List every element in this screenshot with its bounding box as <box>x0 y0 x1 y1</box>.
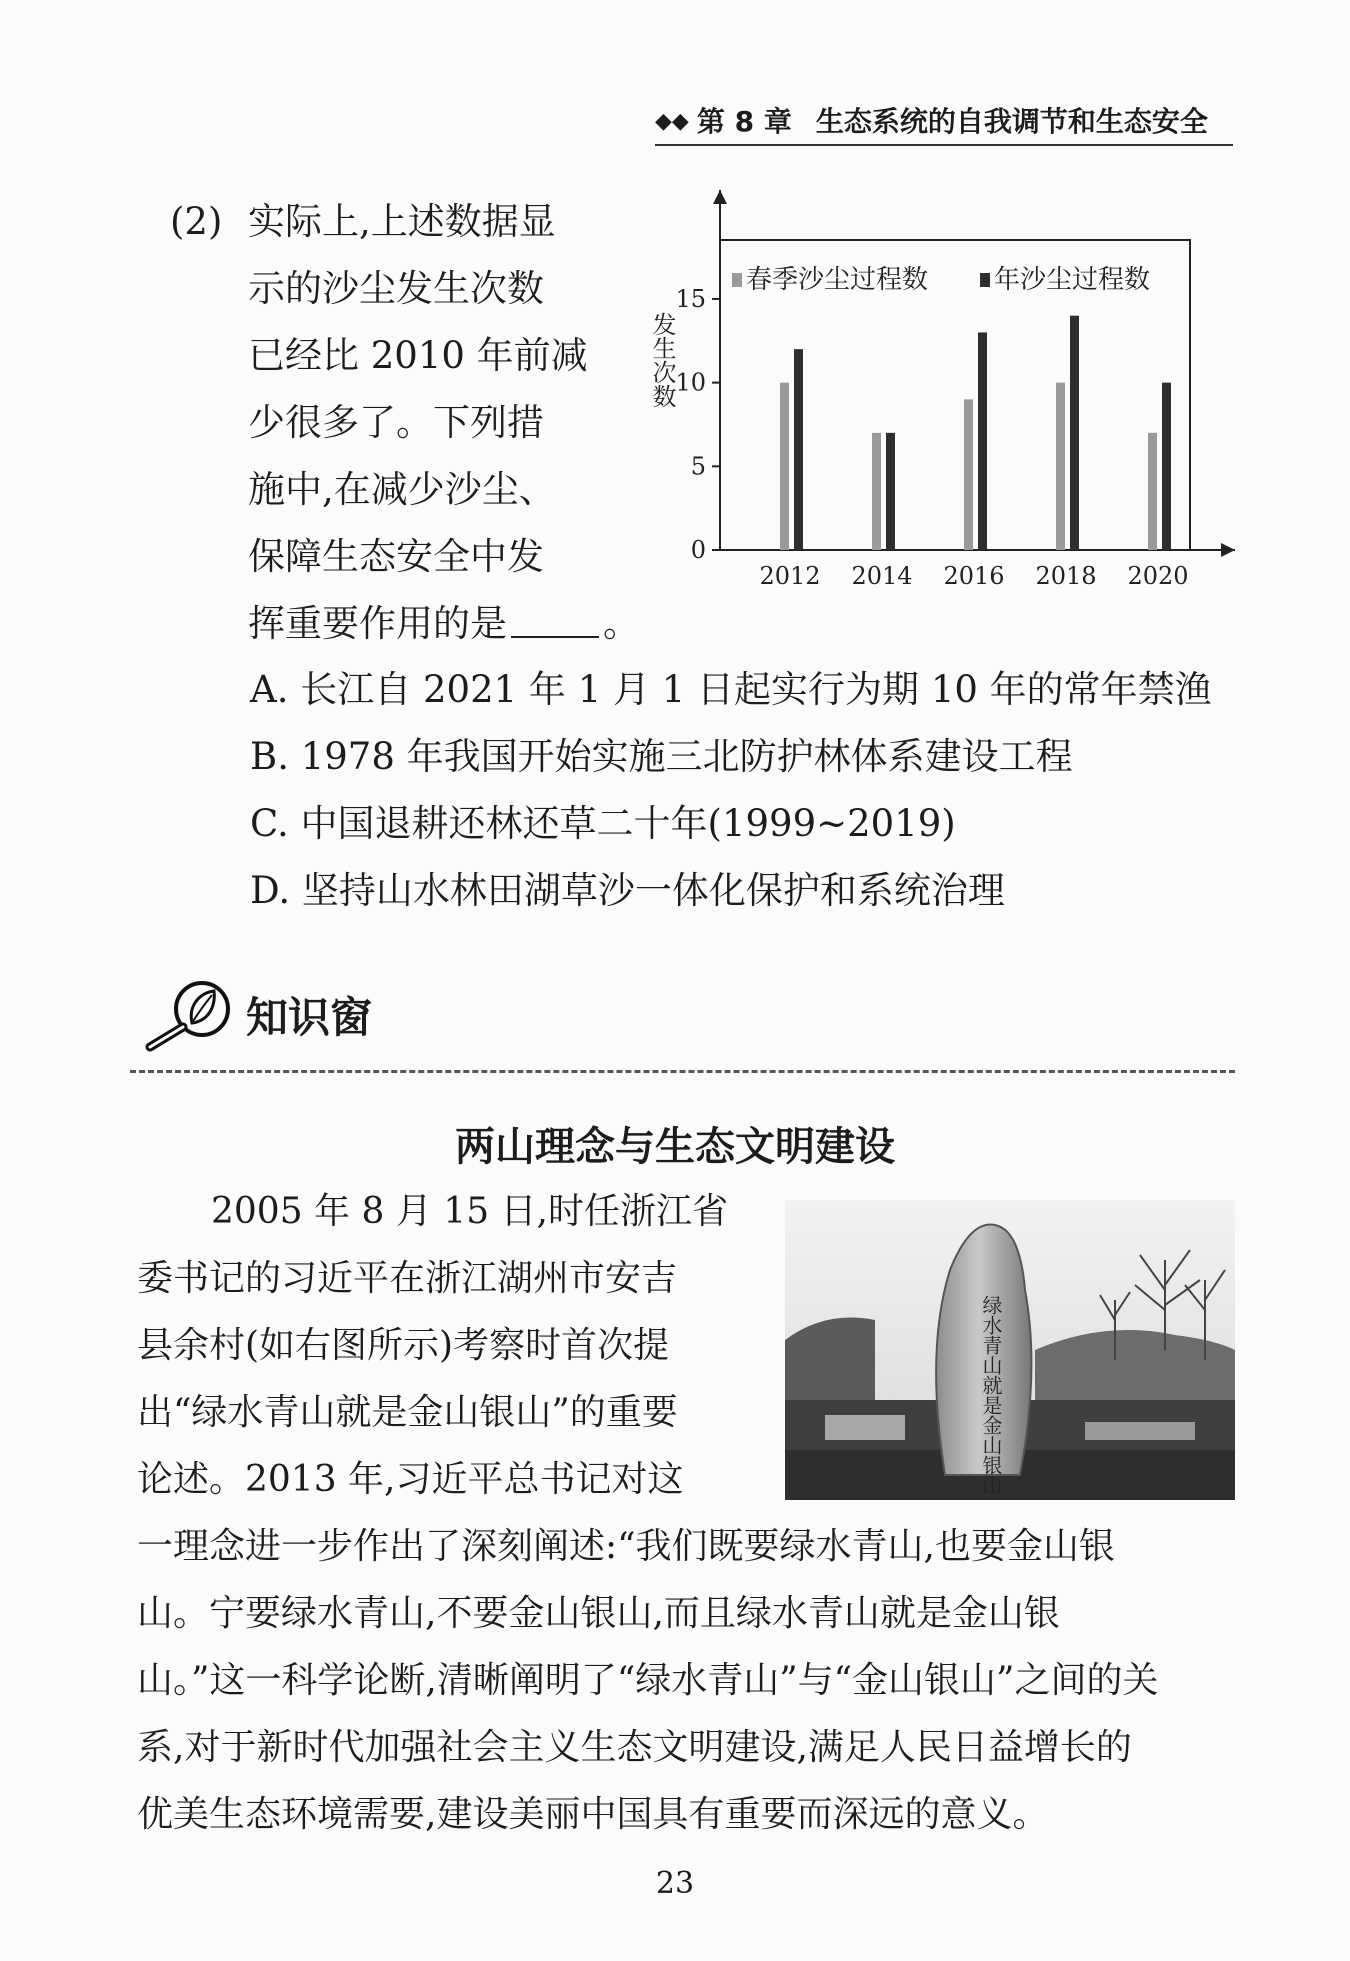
option-b[interactable]: B. 1978 年我国开始实施三北防护林体系建设工程 <box>250 735 1073 778</box>
y-tick-label: 0 <box>690 536 706 564</box>
question-line: 示的沙尘发生次数 <box>248 267 544 310</box>
bar-spring <box>1056 383 1065 550</box>
knowledge-window-title: 知识窗 <box>246 993 373 1042</box>
knowledge-window-heading <box>140 975 372 1055</box>
stone-inscription: 绿水青山就是金山银山 <box>979 1295 1003 1495</box>
article-line: 论述。2013 年,习近平总书记对这 <box>137 1459 684 1500</box>
legend-swatch <box>732 273 742 287</box>
yucun-stone-photo <box>785 1200 1235 1500</box>
bar-spring <box>964 399 973 550</box>
sand-dust-bar-chart <box>640 180 1240 600</box>
article-title: 两山理念与生态文明建设 <box>455 1124 895 1170</box>
legend-label: 年沙尘过程数 <box>994 265 1151 295</box>
question-line: 保障生态安全中发 <box>248 535 544 578</box>
option-c[interactable]: C. 中国退耕还林还草二十年(1999~2019) <box>250 802 956 845</box>
chapter-title: 生态系统的自我调节和生态安全 <box>815 105 1208 138</box>
option-d[interactable]: D. 坚持山水林田湖草沙一体化保护和系统治理 <box>250 869 1005 912</box>
question-number: (2) <box>170 200 223 243</box>
page-number: 23 <box>655 1866 695 1901</box>
x-tick-label: 2020 <box>1127 562 1189 590</box>
bar-annual <box>1070 316 1079 550</box>
question-line: 施中,在减少沙尘、 <box>248 468 556 511</box>
diamond-icons: ◆◆ <box>655 109 689 134</box>
answer-options <box>250 656 1212 924</box>
bar-annual <box>978 332 987 550</box>
y-tick-label: 15 <box>675 284 706 313</box>
chapter-header <box>655 104 1233 146</box>
bar-spring <box>780 383 789 550</box>
y-tick-label: 10 <box>675 368 706 397</box>
dashed-divider <box>130 1070 1235 1073</box>
x-tick-label: 2012 <box>759 562 821 590</box>
x-tick-label: 2014 <box>851 562 913 590</box>
question-line <box>170 590 640 657</box>
legend-swatch <box>980 273 990 287</box>
question-end-mark: 。 <box>603 602 640 645</box>
chapter-number: 第 8 章 <box>696 105 792 138</box>
y-tick-label: 5 <box>690 452 706 481</box>
bar-spring <box>1148 433 1157 550</box>
article-line: 山。宁要绿水青山,不要金山银山,而且绿水青山就是金山银 <box>137 1593 1060 1634</box>
question-stem <box>170 188 640 657</box>
magnifier-leaf-icon <box>140 975 240 1055</box>
article-line: 2005 年 8 月 15 日,时任浙江省 <box>211 1191 728 1232</box>
bar-annual <box>886 433 895 550</box>
question-line <box>170 188 640 255</box>
question-line: 已经比 2010 年前减 <box>248 334 588 377</box>
article-line: 县余村(如右图所示)考察时首次提 <box>137 1325 670 1366</box>
x-tick-label: 2016 <box>943 562 1005 590</box>
answer-blank[interactable] <box>511 590 599 638</box>
article-line: 山。”这一科学论断,清晰阐明了“绿水青山”与“金山银山”之间的关 <box>137 1660 1159 1701</box>
article-line: 系,对于新时代加强社会主义生态文明建设,满足人民日益增长的 <box>137 1727 1132 1768</box>
bar-spring <box>872 433 881 550</box>
article-line: 委书记的习近平在浙江湖州市安吉 <box>137 1258 678 1299</box>
option-a[interactable]: A. 长江自 2021 年 1 月 1 日起实行为期 10 年的常年禁渔 <box>250 668 1212 711</box>
bar-annual <box>1162 383 1171 550</box>
legend-label: 春季沙尘过程数 <box>746 265 929 295</box>
x-tick-label: 2018 <box>1035 562 1097 590</box>
bar-annual <box>794 349 803 550</box>
question-line-text: 实际上,上述数据显 <box>248 200 556 243</box>
y-axis-arrow <box>713 190 727 204</box>
article-line: 优美生态环境需要,建设美丽中国具有重要而深远的意义。 <box>137 1794 1049 1835</box>
question-line: 少很多了。下列措 <box>248 401 544 444</box>
article-line: 一理念进一步作出了深刻阐述:“我们既要绿水青山,也要金山银 <box>137 1526 1115 1567</box>
question-line-text: 挥重要作用的是 <box>248 602 507 645</box>
y-axis-label: 发生次数 <box>648 312 676 408</box>
x-axis-arrow <box>1221 543 1235 557</box>
article-line: 出“绿水青山就是金山银山”的重要 <box>137 1392 678 1433</box>
